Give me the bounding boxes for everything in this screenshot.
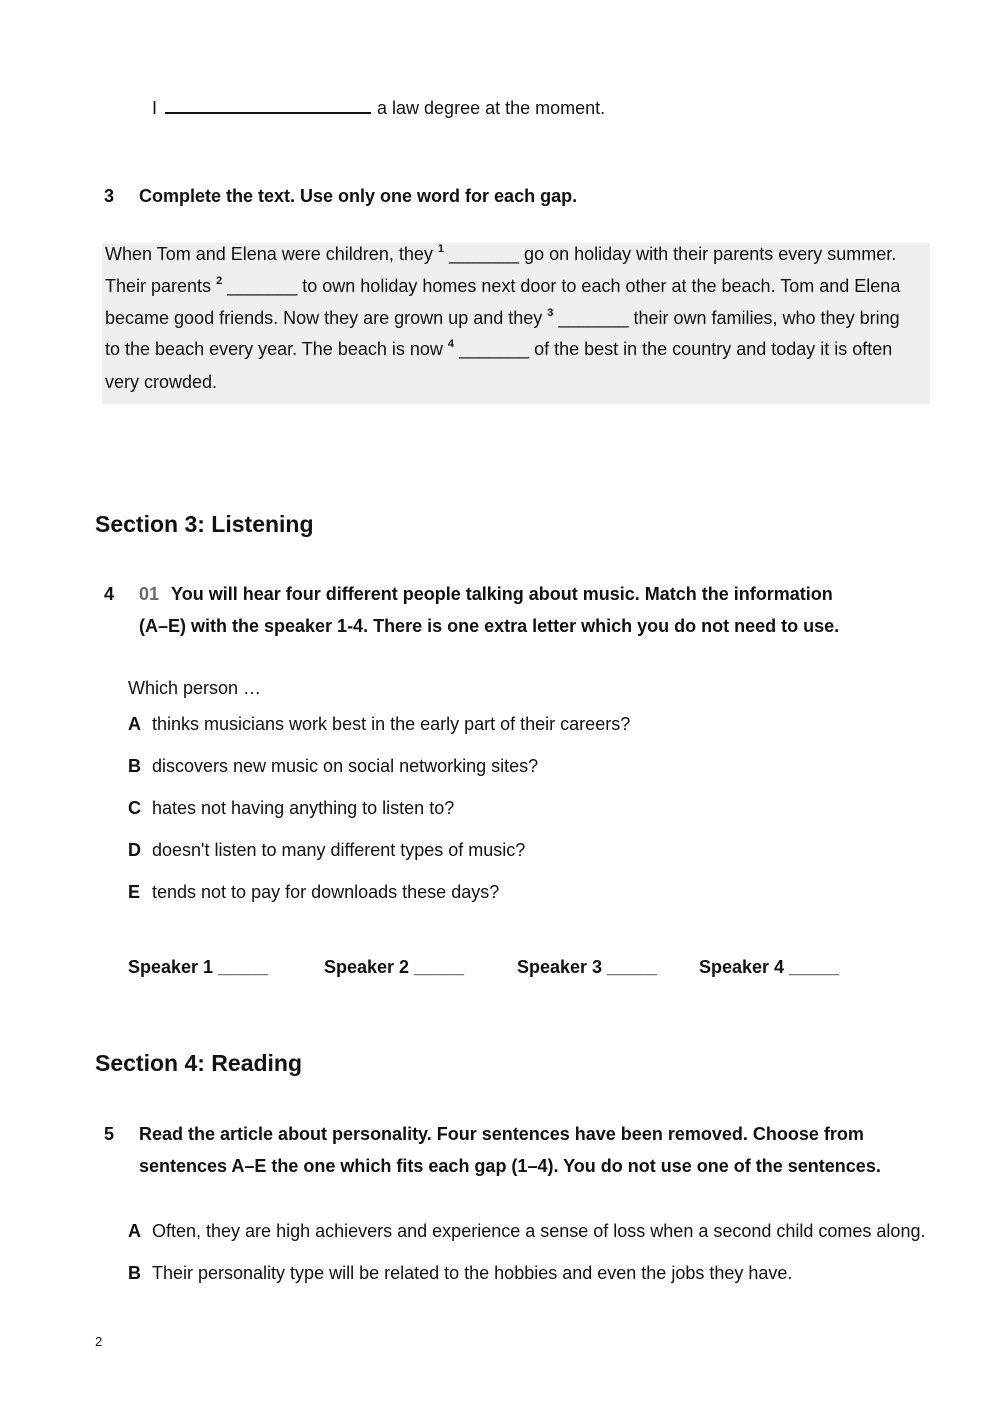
q2-suffix: a law degree at the moment. <box>377 98 606 118</box>
q3-instruction: Complete the text. Use only one word for each gap. <box>139 186 578 206</box>
section-3-title: Section 3: Listening <box>95 511 314 537</box>
option-c[interactable]: C hates not having anything to listen to? <box>128 798 455 818</box>
q5-instruction-line2: sentences A–E the one which fits each gap (1–4). You do not use one of the sentences. <box>139 1156 881 1176</box>
q5-number: 5 <box>104 1124 115 1144</box>
q3-number: 3 <box>104 186 115 206</box>
speaker-3-answer[interactable]: Speaker 3 _____ <box>517 957 658 977</box>
option-e[interactable]: E tends not to pay for downloads these days? <box>128 882 500 902</box>
q5-instruction-line1: Read the article about personality. Four sentences have been removed. Choose from <box>139 1124 864 1144</box>
speaker-4-answer[interactable]: Speaker 4 _____ <box>699 957 840 977</box>
option-b[interactable]: B discovers new music on social networking sites? <box>128 756 539 776</box>
passage-line: Their parents $^2$ _______ to own holiday homes next door to each other at the beach. Tom and Elena <box>105 275 901 296</box>
option-a[interactable]: A thinks musicians work best in the early part of their careers? <box>128 714 631 734</box>
passage-line: When Tom and Elena were children, they $^1$ _______ go on holiday with their parents every summer. <box>105 243 897 264</box>
sentence-a: A Often, they are high achievers and experience a sense of loss when a second child comes along. <box>128 1221 926 1241</box>
page-number: 2 <box>95 1334 103 1349</box>
q3-heading <box>104 186 577 207</box>
q4-instruction-line1: You will hear four different people talking about music. Match the information <box>171 584 833 604</box>
sentence-b: B Their personality type will be related to the hobbies and even the jobs they have. <box>128 1263 793 1283</box>
q3-passage <box>102 243 930 404</box>
q4-stem: Which person … <box>128 678 262 698</box>
q2-answer-blank[interactable] <box>165 94 371 114</box>
q2-prefix: I <box>152 98 158 118</box>
q4-instruction-line2: (A–E) with the speaker 1-4. There is one extra letter which you do not need to use. <box>139 616 840 636</box>
gap-number: 4 <box>447 338 455 350</box>
q4-number: 4 <box>104 584 115 604</box>
gap-number: 3 <box>547 307 554 319</box>
gap-number: 2 <box>216 275 223 287</box>
passage-line: to the beach every year. The beach is now $^4$ _______ of the best in the country and today it is often <box>105 338 893 359</box>
section-4-title: Section 4: Reading <box>95 1050 303 1076</box>
speaker-1-answer[interactable]: Speaker 1 _____ <box>128 957 269 977</box>
q5-heading <box>104 1124 864 1145</box>
option-d[interactable]: D doesn't listen to many different types of music? <box>128 840 526 860</box>
q2-sentence <box>152 94 605 119</box>
passage-line: became good friends. Now they are grown up and they $^3$ _______ their own families, who they bring <box>105 307 900 328</box>
gap-number: 1 <box>437 243 444 255</box>
passage-line: very crowded. <box>105 372 218 392</box>
q4-heading <box>104 584 833 605</box>
speaker-2-answer[interactable]: Speaker 2 _____ <box>324 957 465 977</box>
audio-track-number: 01 <box>139 584 160 604</box>
